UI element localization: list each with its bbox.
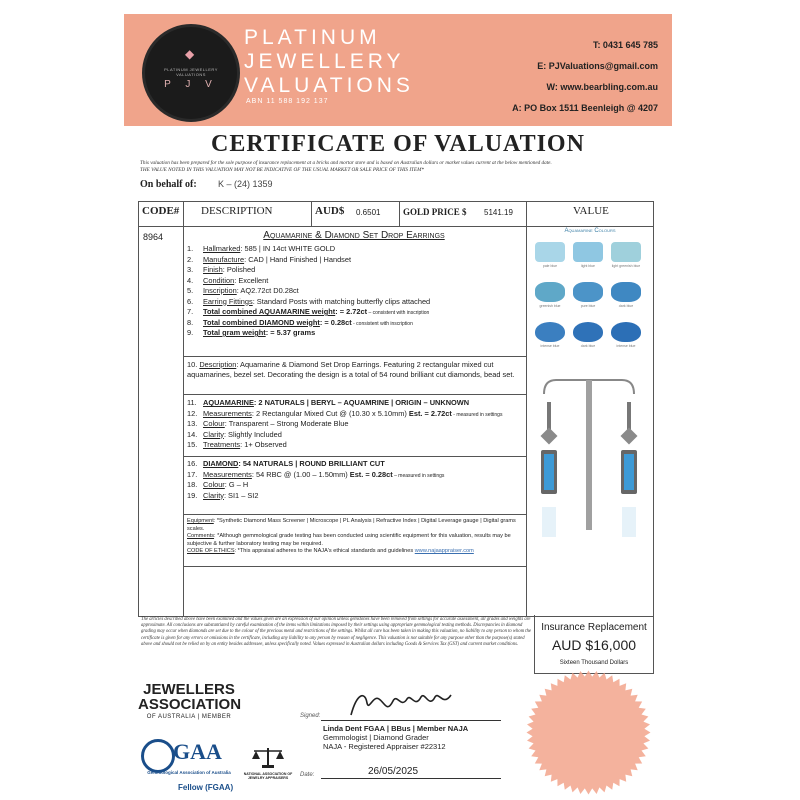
spec-note: – measured in settings bbox=[392, 472, 445, 479]
jewellers-association-logo bbox=[138, 682, 240, 712]
spec-note: - consistent with inscription bbox=[351, 320, 413, 327]
ja-line: ASSOCIATION bbox=[138, 696, 242, 713]
aquamarine-stone bbox=[544, 454, 554, 490]
spec-line bbox=[187, 470, 444, 481]
spec-text: : = 5.37 grams bbox=[265, 328, 316, 337]
spec-label: Finish bbox=[203, 265, 223, 274]
col-code: CODE# bbox=[142, 205, 180, 217]
divider bbox=[139, 226, 653, 227]
spec-note: - measured in settings bbox=[451, 411, 503, 418]
divider bbox=[399, 202, 400, 226]
grader-name: Linda Dent FGAA | BBus | Member NAJA bbox=[323, 724, 469, 733]
item-number: 18. bbox=[187, 480, 198, 489]
insurance-value: AUD $16,000 bbox=[551, 637, 637, 653]
spec-text: : SI1 – SI2 bbox=[223, 490, 259, 500]
spec-text: : Transparent – Strong Moderate Blue bbox=[224, 419, 349, 428]
ethics-label: CODE OF ETHICS bbox=[187, 548, 235, 554]
valuation-table bbox=[138, 201, 654, 617]
date-label: Date: bbox=[300, 772, 315, 778]
signature-mark bbox=[343, 689, 463, 719]
item-number: 13. bbox=[187, 419, 198, 428]
disclaimer: The articles described above have been examined and the values given are an expression of our opinion unless gemstones have been removed from settings for accurate assessment, all grades and weights are approximate. All conclusions are substantiated by careful examination of the items within limitations imposed by their settings using appropriate gemmological testing methods. Discrepancies in diamond grading may occur when diamonds are set due to the colour of the precious metal and restrictions of the settings. Whilst all care has been taken in making this valuation, no liability to any person to whom the certificate is given for any errors or omissions in the certificate, including any liability to any person by reason of negligence. This valuation is not suitable for any purpose other than the purpose(s) stated above and should not be relied on by an entity besides addressee, unless specifically noted. Values expressed in Australian dollars including Goods & Services Tax (GST) and current market conditions. bbox=[141, 617, 532, 647]
col-aud-label: AUD$ bbox=[315, 205, 345, 217]
spec-label: Manufacture bbox=[203, 254, 245, 264]
col-gold-value: 5141.19 bbox=[484, 208, 513, 217]
colour-swatch bbox=[611, 242, 641, 262]
spec-text: : AQ2.72ct D0.28ct bbox=[236, 286, 299, 295]
description-block bbox=[187, 360, 517, 379]
swatch-label: pale blue bbox=[542, 264, 558, 268]
item-number: 14. bbox=[187, 429, 198, 439]
swatch-label: intense blue bbox=[616, 344, 636, 348]
spec-label: Clarity bbox=[203, 429, 224, 439]
grader-details bbox=[323, 724, 468, 751]
ethics-link[interactable]: www.najaappraiser.com bbox=[414, 548, 474, 554]
phone: T: 0431 645 785 bbox=[592, 40, 658, 50]
reflection bbox=[622, 507, 636, 537]
description-text: : Aquamarine & Diamond Set Drop Earrings. Featuring 2 rectangular mixed cut aquamarines, bezel set. Decorating the design is a total of 54 round brilliant cut diamonds, bead set. bbox=[187, 360, 515, 379]
seal-stamp bbox=[526, 670, 651, 795]
logo-initials: P J V bbox=[164, 79, 218, 90]
spec-text: : 54 RBC @ (1.00 – 1.50mm) bbox=[251, 469, 348, 479]
earring-drop bbox=[627, 402, 631, 432]
behalf-label: On behalf of: bbox=[140, 179, 197, 190]
earring-diamond bbox=[541, 428, 558, 445]
spec-estimate: Est. = 2.72ct bbox=[406, 408, 452, 418]
spec-label: Inscription bbox=[203, 286, 237, 295]
fellow-label: Fellow (FGAA) bbox=[178, 783, 234, 792]
divider bbox=[183, 456, 526, 457]
signature-line bbox=[321, 720, 501, 721]
spec-text: : Standard Posts with matching butterfly clips attached bbox=[252, 296, 431, 306]
aquamarine-stone bbox=[624, 454, 634, 490]
spec-label: Measurements bbox=[203, 408, 252, 418]
spec-estimate: Est. = 0.28ct bbox=[347, 469, 393, 479]
spec-label: Total combined DIAMOND weight bbox=[203, 317, 320, 327]
comments-text: : *Although gemmological grade testing has been conducted using scientific equipment for this valuation, results may be subjective & further laboratory testing may be required. bbox=[187, 533, 511, 547]
divider bbox=[183, 394, 526, 395]
spec-label: Treatments bbox=[203, 440, 241, 449]
spec-line bbox=[187, 419, 348, 428]
intro-line: THE VALUE NOTED IN THIS VALUATION MAY NOT BE INDICATIVE OF THE USUAL MARKET OR SALE PRICE OF THIS ITEM* bbox=[140, 167, 425, 173]
comments-label: Comments bbox=[187, 533, 215, 539]
brand-name bbox=[244, 26, 414, 98]
item-number: 12. bbox=[187, 408, 198, 418]
equipment-text: : *Synthetic Diamond Mass Screener | Microscope | PL Analysis | Refractive Index | Digital Leverage gauge | Digital grams scales. bbox=[187, 518, 516, 532]
spec-line bbox=[187, 318, 413, 329]
spec-line bbox=[187, 409, 502, 420]
spec-label: Total gram weight bbox=[203, 328, 266, 337]
colour-swatch bbox=[573, 282, 603, 302]
spec-label: Condition bbox=[203, 275, 235, 285]
spec-line bbox=[187, 276, 268, 285]
divider bbox=[183, 202, 184, 616]
item-number: 19. bbox=[187, 490, 198, 500]
spec-line bbox=[187, 297, 430, 306]
spec-line bbox=[187, 398, 469, 407]
spec-text: : 54 NATURALS | ROUND BRILLIANT CUT bbox=[238, 459, 385, 468]
pjv-logo bbox=[142, 24, 240, 122]
earrings-photo bbox=[534, 372, 644, 602]
reflection bbox=[542, 507, 556, 537]
date-line bbox=[321, 778, 501, 779]
right-earring bbox=[621, 402, 638, 494]
equipment-note bbox=[187, 518, 522, 533]
colour-swatch bbox=[611, 322, 641, 342]
gaa-sub: Gemmological Association of Australia bbox=[147, 770, 231, 775]
col-value: VALUE bbox=[573, 205, 609, 217]
insurance-words: Sixteen Thousand Dollars bbox=[559, 660, 629, 666]
aquamarine-colour-chart bbox=[531, 228, 649, 348]
logo-ring-text: PLATINUM JEWELLERY VALUATIONS bbox=[164, 67, 218, 77]
item-number: 5. bbox=[187, 286, 194, 295]
spec-line bbox=[187, 255, 351, 264]
colour-swatch bbox=[611, 282, 641, 302]
earring-drop bbox=[547, 402, 551, 432]
brand-line: VALUATIONS bbox=[244, 74, 414, 97]
swatch-label: dark blue bbox=[618, 304, 634, 308]
ja-line: JEWELLERS bbox=[143, 681, 235, 698]
divider bbox=[311, 202, 312, 226]
colour-swatch bbox=[535, 322, 565, 342]
intro-text bbox=[140, 160, 660, 174]
address: A: PO Box 1511 Beenleigh @ 4207 bbox=[512, 103, 658, 113]
gaa-emblem-icon bbox=[141, 739, 175, 773]
spec-line bbox=[187, 430, 282, 439]
spec-label: Colour bbox=[203, 419, 225, 428]
spec-text: : 585 | IN 14ct WHITE GOLD bbox=[240, 244, 336, 253]
spec-label: Colour bbox=[203, 480, 225, 489]
brand-line: JEWELLERY bbox=[244, 50, 405, 73]
intro-line: This valuation has been prepared for the sole purpose of insurance replacement at a bricks and mortar store and is based on Australian dollars or market values current at the below mentioned date. bbox=[140, 160, 552, 166]
swatch-label: dark blue bbox=[580, 344, 596, 348]
item-code: 8964 bbox=[143, 232, 164, 242]
email: E: PJValuations@gmail.com bbox=[537, 61, 658, 71]
spec-label: Earring Fittings bbox=[203, 296, 253, 306]
item-number: 1. bbox=[187, 244, 194, 253]
product-title: Aquamarine & Diamond Set Drop Earrings bbox=[263, 230, 445, 241]
item-number: 17. bbox=[187, 469, 198, 479]
letterhead bbox=[124, 14, 672, 126]
spec-text: : 2 NATURALS | BERYL – AQUAMRINE | ORIGIN – UNKNOWN bbox=[253, 398, 470, 407]
spec-label: DIAMOND bbox=[203, 459, 239, 468]
item-number: 2. bbox=[187, 254, 194, 264]
item-number: 8. bbox=[187, 317, 194, 327]
swatch-label: intense blue bbox=[540, 344, 560, 348]
spec-line bbox=[187, 307, 429, 318]
brand-line: PLATINUM bbox=[244, 26, 381, 49]
spec-line bbox=[187, 244, 335, 253]
equipment-label: Equipment bbox=[187, 518, 214, 524]
insurance-box bbox=[534, 615, 654, 674]
swatch-label: greenish blue bbox=[539, 304, 561, 308]
grader-naja: NAJA - Registered Appraiser #22312 bbox=[323, 742, 446, 751]
ja-sub: OF AUSTRALIA | MEMBER bbox=[146, 714, 232, 720]
spec-text: : = 0.28ct bbox=[319, 317, 352, 327]
item-number: 16. bbox=[187, 459, 198, 468]
gaa-logo: GAA bbox=[173, 739, 222, 764]
date-value: 26/05/2025 bbox=[368, 766, 419, 777]
behalf-value: K – (24) 1359 bbox=[218, 179, 273, 189]
description-label: Description bbox=[199, 360, 237, 369]
spec-text: : 2 Rectangular Mixed Cut @ (10.30 x 5.10mm) bbox=[251, 408, 407, 418]
spec-line bbox=[187, 440, 287, 449]
colour-swatch bbox=[573, 322, 603, 342]
spec-note: – consistent with inscription bbox=[367, 310, 430, 316]
naja-scales-icon bbox=[250, 746, 286, 768]
col-gold-label: GOLD PRICE $ bbox=[403, 207, 467, 217]
col-aud-value: 0.6501 bbox=[356, 208, 381, 217]
spec-line bbox=[187, 459, 385, 468]
spec-label: Measurements bbox=[203, 469, 252, 479]
notes-block bbox=[187, 518, 522, 556]
naja-label: NATIONAL ASSOCIATION OF JEWELRY APPRAISERS bbox=[243, 772, 293, 780]
spec-text: : 1+ Observed bbox=[240, 440, 287, 449]
spec-label: Clarity bbox=[203, 490, 224, 500]
item-number: 15. bbox=[187, 440, 198, 449]
swatch-label: pure blue bbox=[580, 304, 596, 308]
spec-label: Total combined AQUAMARINE weight bbox=[203, 307, 336, 316]
spec-label: AQUAMARINE bbox=[203, 398, 254, 407]
gem-icon: ◆ bbox=[185, 47, 195, 61]
item-number: 10. bbox=[187, 360, 198, 369]
divider bbox=[183, 566, 526, 567]
certificate-page bbox=[118, 12, 678, 792]
abn: ABN 11 588 192 137 bbox=[246, 98, 329, 105]
colour-chart-title: Aquamarine Colours bbox=[564, 228, 616, 234]
earring-diamond bbox=[621, 428, 638, 445]
divider bbox=[526, 202, 527, 616]
insurance-title: Insurance Replacement bbox=[541, 622, 647, 633]
spec-label: Hallmarked bbox=[203, 244, 241, 253]
colour-swatch bbox=[535, 282, 565, 302]
swatch-label: light blue bbox=[580, 264, 595, 268]
divider bbox=[183, 356, 526, 357]
spec-line bbox=[187, 328, 315, 337]
left-earring bbox=[541, 402, 558, 494]
page-title: CERTIFICATE OF VALUATION bbox=[211, 131, 585, 157]
spec-text: : Polished bbox=[222, 265, 256, 274]
signed-label: Signed: bbox=[300, 713, 321, 719]
spec-text: : = 2.72ct bbox=[335, 307, 368, 316]
website: W: www.bearbling.com.au bbox=[546, 82, 658, 92]
spec-text: : CAD | Hand Finished | Handset bbox=[244, 254, 352, 264]
item-number: 4. bbox=[187, 275, 194, 285]
spec-line bbox=[187, 286, 299, 295]
spec-line bbox=[187, 480, 248, 489]
spec-text: : Slightly Included bbox=[223, 429, 282, 439]
spec-line bbox=[187, 265, 255, 274]
item-number: 6. bbox=[187, 296, 194, 306]
swatch-label: light greenish blue bbox=[611, 264, 641, 268]
item-number: 7. bbox=[187, 307, 194, 316]
spec-text: : G – H bbox=[224, 480, 249, 489]
spec-text: : Excellent bbox=[234, 275, 269, 285]
item-number: 11. bbox=[187, 398, 197, 407]
grader-role: Gemmologist | Diamond Grader bbox=[323, 733, 429, 742]
colour-swatch bbox=[535, 242, 565, 262]
stand-pole bbox=[586, 380, 592, 530]
ethics-text: : *This appraisal adheres to the NAJA's ethical standards and guidelines bbox=[234, 548, 415, 554]
col-description: DESCRIPTION bbox=[201, 205, 273, 217]
spec-line bbox=[187, 491, 258, 500]
divider bbox=[183, 514, 526, 515]
item-number: 3. bbox=[187, 265, 194, 274]
comments-note bbox=[187, 533, 522, 548]
ethics-note bbox=[187, 548, 522, 556]
item-number: 9. bbox=[187, 328, 194, 337]
colour-swatch bbox=[573, 242, 603, 262]
